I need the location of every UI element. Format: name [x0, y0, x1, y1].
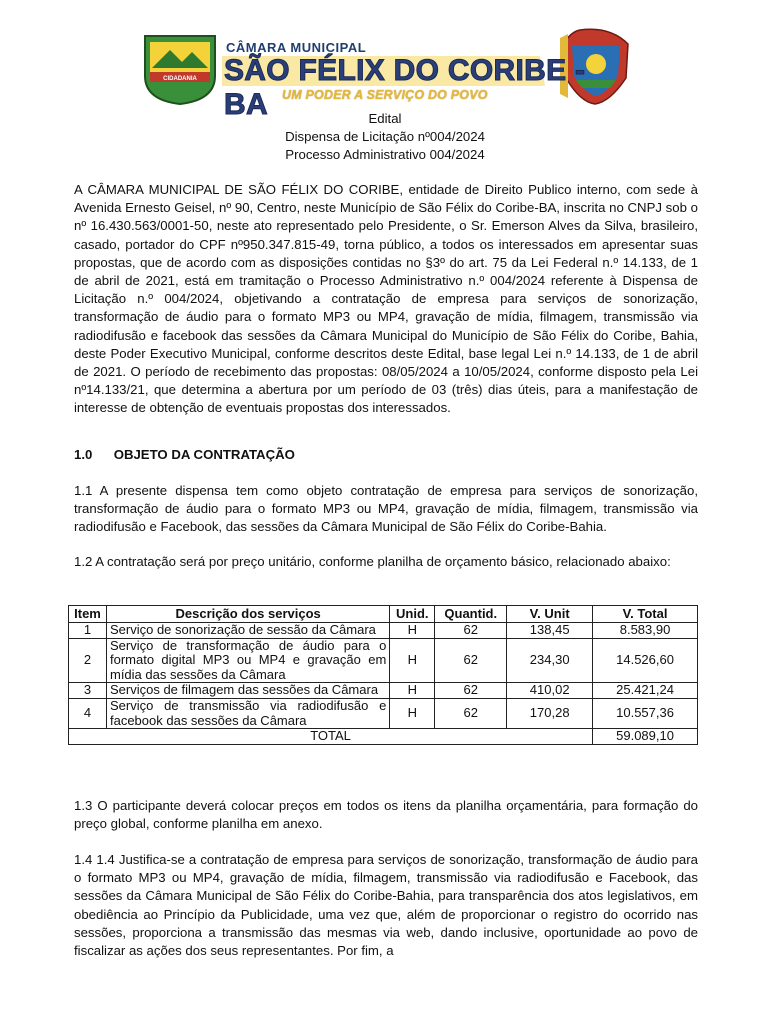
- document-titles: [0, 110, 770, 165]
- table-header-row: [69, 606, 698, 623]
- table-row: [69, 623, 698, 639]
- motto: UM PODER A SERVIÇO DO POVO: [282, 88, 488, 102]
- services-table: [68, 605, 698, 745]
- row-item: 1: [69, 623, 107, 639]
- row-unit: 234,30: [507, 638, 593, 683]
- left-crest-icon: [145, 36, 215, 104]
- header-total: V. Total: [593, 606, 698, 623]
- paragraph-1-2: 1.2 A contratação será por preço unitário, conforme planilha de orçamento básico, relacionado abaixo:: [74, 554, 671, 569]
- paragraph-1-4: 1.4 1.4 Justifica-se a contratação de empresa para serviços de sonorização, transformação de áudio para o formato MP3 ou MP4, gravação de mídia, filmagem, transmissão via radiodifusão e Facebook, das sessões da Câmara Municipal de São Félix do Coribe-Bahia, para transparência dos atos legislativos, em obediência ao Princípio da Publicidade, uma vez que, além de proporcionar o registro do ocorrido nas sessões, proporciona a transmissão das mesmas via web, dando inclusive, oportunidade ao povo de fiscalizar as ações dos seus representantes. Por fim, a: [74, 852, 698, 959]
- header-qty: Quantid.: [435, 606, 507, 623]
- town-name: SÃO FÉLIX DO CORIBE - BA: [224, 54, 586, 121]
- total-value: 59.089,10: [593, 729, 698, 745]
- row-desc: Serviço de transformação de áudio para o formato digital MP3 ou MP4 e gravação em mídia das sessões da Câmara: [106, 638, 389, 683]
- header-desc: Descrição dos serviços: [106, 606, 389, 623]
- row-unit: 410,02: [507, 683, 593, 699]
- title-processo: Processo Administrativo 004/2024: [285, 147, 485, 163]
- section-heading: [74, 447, 295, 462]
- section-title: OBJETO DA CONTRATAÇÃO: [113, 447, 295, 462]
- row-unit: 170,28: [507, 698, 593, 728]
- table-row: [69, 698, 698, 728]
- row-unid: H: [390, 623, 435, 639]
- header-unit: V. Unit: [507, 606, 593, 623]
- row-desc: Serviço de transmissão via radiodifusão e facebook das sessões da Câmara: [106, 698, 389, 728]
- header-item: Item: [69, 606, 107, 623]
- row-total: 10.557,36: [593, 698, 698, 728]
- row-unid: H: [390, 698, 435, 728]
- title-dispensa: Dispensa de Licitação nº004/2024: [285, 129, 485, 145]
- row-total: 25.421,24: [593, 683, 698, 699]
- row-total: 8.583,90: [593, 623, 698, 639]
- table-total-row: [69, 729, 698, 745]
- table-row: [69, 638, 698, 683]
- row-item: 4: [69, 698, 107, 728]
- row-unid: H: [390, 638, 435, 683]
- header-unid: Unid.: [390, 606, 435, 623]
- section-number: 1.0: [74, 447, 93, 462]
- row-qty: 62: [435, 623, 507, 639]
- paragraph-1-1: 1.1 A presente dispensa tem como objeto contratação de empresa para serviços de sonorização, transformação de áudio para o formato MP3 ou MP4, gravação de mídia, filmagem, transmissão via radiodifusão e Facebook, das sessões da Câmara Municipal de São Félix do Coribe-Bahia.: [74, 483, 698, 535]
- row-unid: H: [390, 683, 435, 699]
- row-item: 3: [69, 683, 107, 699]
- title-edital: Edital: [368, 111, 402, 126]
- chamber-label: CÂMARA MUNICIPAL: [226, 40, 367, 55]
- table-row: [69, 683, 698, 699]
- row-unit: 138,45: [507, 623, 593, 639]
- row-item: 2: [69, 638, 107, 683]
- row-desc: Serviços de filmagem das sessões da Câmara: [106, 683, 389, 699]
- intro-paragraph: A CÂMARA MUNICIPAL DE SÃO FÉLIX DO CORIBE, entidade de Direito Publico interno, com sede à Avenida Ernesto Geisel, nº 90, Centro, neste Município de São Félix do Coribe-BA, inscrita no CNPJ sob o nº 16.430.563/0001-50, neste ato representado pelo Presidente, o Sr. Emerson Alves da Silva, brasileiro, casado, portador do CPF nº950.347.815-49, torna público, a todos os interessados em apresentar suas propostas, que de acordo com as disposições contidas no §3º do art. 75 da Lei Federal n.º 14.133, de 1 de abril de 2021, está em tramitação o Processo Administrativo n.º 004/2024 referente à Dispensa de Licitação n.º 004/2024, objetivando a contratação de empresa para serviços de sonorização, transformação de áudio para o formato MP3 ou MP4, gravação de mídia, filmagem, transmissão via radiodifusão e facebook das sessões da Câmara Municipal do Município de São Félix do Coribe, Bahia, deste Poder Executivo Municipal, conforme descritos deste Edital, base legal Lei n.º 14.133, de 1 de abril de 2021. O período de recebimento das propostas: 08/05/2024 a 10/05/2024, conforme disposto pela Lei nº14.133/21, que determina a abertura por um período de 03 (três) dias úteis, para a manifestação de interesse de obtenção de eventuais propostas dos interessados.: [74, 182, 698, 416]
- row-qty: 62: [435, 638, 507, 683]
- total-label: TOTAL: [69, 729, 593, 745]
- paragraph-1-3: 1.3 O participante deverá colocar preços em todos os itens da planilha orçamentária, para formação do preço global, conforme planilha em anexo.: [74, 798, 698, 832]
- left-crest-text: CIDADANIA: [163, 76, 197, 82]
- row-total: 14.526,60: [593, 638, 698, 683]
- row-qty: 62: [435, 683, 507, 699]
- row-desc: Serviço de sonorização de sessão da Câmara: [106, 623, 389, 639]
- row-qty: 62: [435, 698, 507, 728]
